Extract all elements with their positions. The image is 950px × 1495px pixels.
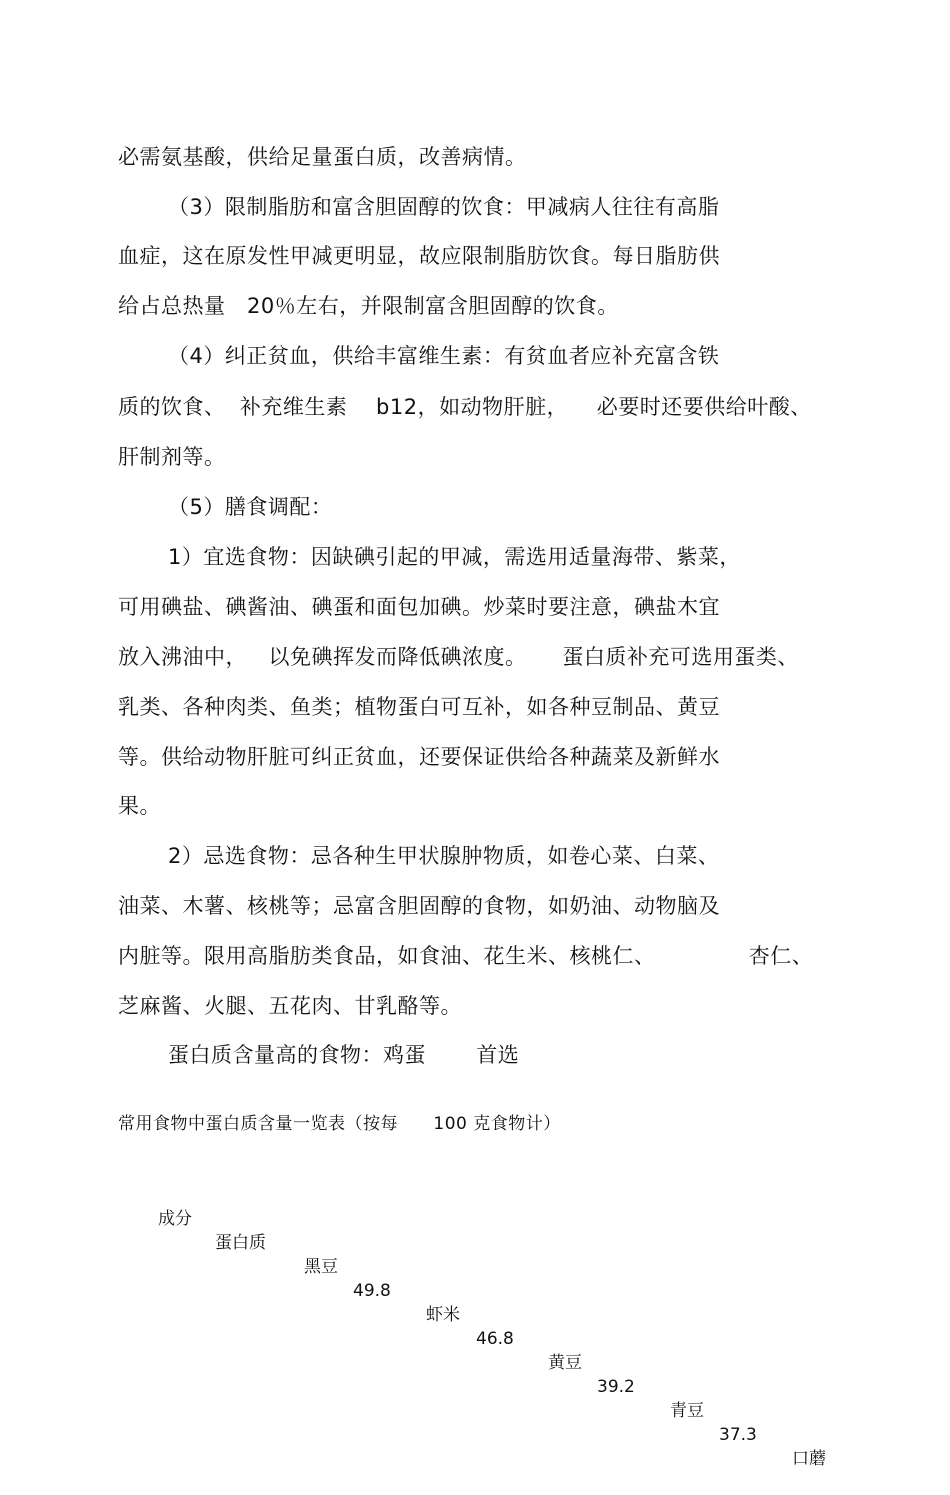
table-cell: 蛋白质 [215,1233,266,1253]
table-cell: 口蘑 [792,1449,826,1469]
paragraph-line: （3）限制脂肪和富含胆固醇的饮食：甲减病人往往有高脂 [168,195,720,219]
paragraph-line: 肝制剂等。 [118,445,226,469]
paragraph-line: （5）膳食调配： [168,495,333,519]
table-cell: 39.2 [597,1377,635,1397]
paragraph-line: 油菜、木薯、核桃等；忌富含胆固醇的食物，如奶油、动物脑及 [118,894,720,918]
paragraph-line: （4）纠正贫血，供给丰富维生素：有贫血者应补充富含铁 [168,344,720,368]
table-cell: 青豆 [670,1401,704,1421]
paragraph-line: 内脏等。限用高脂肪类食品，如食油、花生米、核桃仁、 杏仁、 [118,944,814,968]
table-cell: 黄豆 [548,1353,582,1373]
paragraph-line: 1）宜选食物：因缺碘引起的甲减，需选用适量海带、紫菜， [168,545,741,569]
table-row [0,1183,950,1469]
table-cell: 成分 [158,1209,192,1229]
paragraph-line: 给占总热量 20％左右，并限制富含胆固醇的饮食。 [118,294,619,318]
paragraph-line: 乳类、各种肉类、鱼类；植物蛋白可互补，如各种豆制品、黄豆 [118,695,720,719]
paragraph-line: 可用碘盐、碘酱油、碘蛋和面包加碘。炒菜时要注意，碘盐木宜 [118,595,720,619]
paragraph-line: 蛋白质含量高的食物：鸡蛋 首选 [168,1043,520,1067]
paragraph-line: 放入沸油中， 以免碘挥发而降低碘浓度。 蛋白质补充可选用蛋类、 [118,645,799,669]
table-title: 常用食物中蛋白质含量一览表（按每 100 克食物计） [118,1114,561,1134]
paragraph-line: 果。 [118,794,161,818]
table-cell: 49.8 [353,1281,391,1301]
paragraph-line: 等。供给动物肝脏可纠正贫血，还要保证供给各种蔬菜及新鲜水 [118,745,720,769]
table-cell: 46.8 [476,1329,514,1349]
table-cell: 37.3 [719,1425,757,1445]
paragraph-line: 必需氨基酸，供给足量蛋白质，改善病情。 [118,145,527,169]
table-cell: 虾米 [426,1305,460,1325]
paragraph-line: 2）忌选食物：忌各种生甲状腺肿物质，如卷心菜、白菜、 [168,844,720,868]
table-cell: 黑豆 [304,1257,338,1277]
paragraph-line: 芝麻酱、火腿、五花肉、甘乳酪等。 [118,994,462,1018]
paragraph-line: 血症，这在原发性甲减更明显，故应限制脂肪饮食。每日脂肪供 [118,244,720,268]
paragraph-line: 质的饮食、 补充维生素 b12，如动物肝脏， 必要时还要供给叶酸、 [118,395,812,419]
